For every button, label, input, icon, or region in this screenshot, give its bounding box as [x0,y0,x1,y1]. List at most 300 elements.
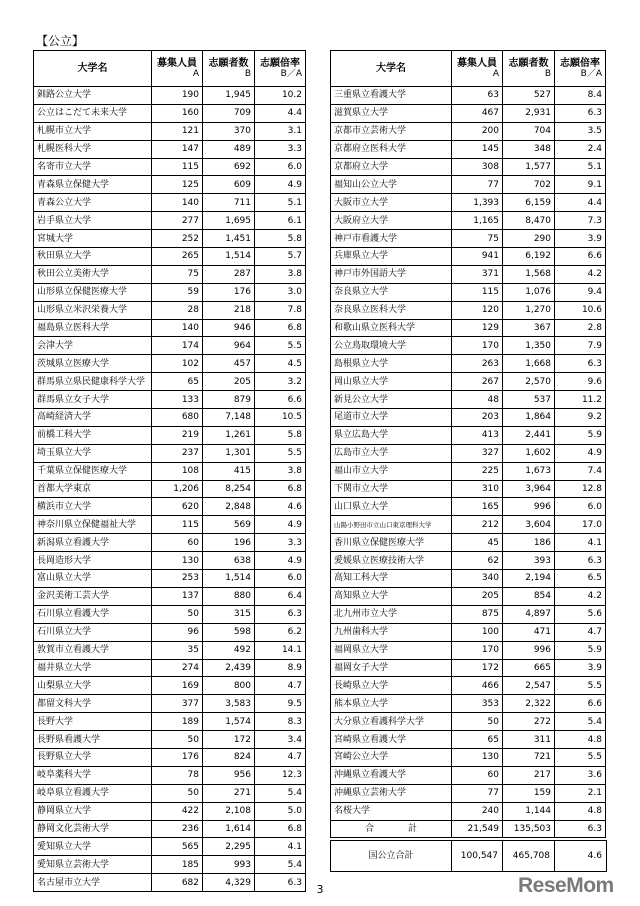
applications-cell: 6,159 [503,194,555,212]
ratio-cell: 6.6 [555,695,606,713]
table-row [331,373,606,391]
capacity-cell: 413 [452,426,503,444]
table-row [331,480,606,498]
capacity-cell: 308 [452,158,503,176]
applications-cell: 1,945 [203,87,255,105]
table-row [34,426,306,444]
applications-cell: 348 [503,140,555,158]
table-row [34,498,306,516]
capacity-cell: 170 [452,641,503,659]
university-name: 青森県立保健大学 [34,176,152,194]
university-name: 石川県立大学 [34,623,152,641]
university-name: 大分県立看護科学大学 [331,713,452,731]
applications-cell: 489 [203,140,255,158]
university-name: 京都府立大学 [331,158,452,176]
table-row [331,552,606,570]
university-name: 山形県立保健医療大学 [34,283,152,301]
capacity-cell: 147 [152,140,203,158]
ratio-cell: 4.7 [255,677,306,695]
capacity-cell: 130 [152,552,203,570]
applications-cell: 704 [503,122,555,140]
university-name: 尾道市立大学 [331,409,452,427]
applications-cell: 492 [203,641,255,659]
applications-cell: 996 [503,641,555,659]
applications-cell: 692 [203,158,255,176]
capacity-cell: 96 [152,623,203,641]
university-name: 公立はこだて未来大学 [34,104,152,122]
ratio-cell: 4.9 [255,516,306,534]
university-name: 長野県看護大学 [34,731,152,749]
ratio-cell: 4.9 [255,176,306,194]
ratio-cell: 4.7 [255,748,306,766]
applications-cell: 1,270 [503,301,555,319]
ratio-cell: 4.9 [555,444,606,462]
university-name: 山口県立大学 [331,498,452,516]
table-row [331,87,606,105]
applications-cell: 1,568 [503,265,555,283]
applications-cell: 287 [203,265,255,283]
applications-cell: 271 [203,784,255,802]
applications-cell: 217 [503,766,555,784]
table-row [331,498,606,516]
university-name: 札幌医科大学 [34,140,152,158]
applications-cell: 598 [203,623,255,641]
table-row [331,426,606,444]
applications-cell: 186 [503,534,555,552]
university-name: 敦賀市立看護大学 [34,641,152,659]
table-row [34,766,306,784]
public-university-table-right [330,50,606,838]
table-row [331,802,606,820]
applications-cell: 315 [203,605,255,623]
ratio-cell: 3.4 [255,731,306,749]
university-name: 名古屋市立大学 [34,874,152,892]
capacity-cell: 133 [152,391,203,409]
total-label: 合 計 [331,820,452,838]
table-row [331,337,606,355]
capacity-cell: 176 [152,748,203,766]
ratio-cell: 6.6 [255,391,306,409]
applications-cell: 609 [203,176,255,194]
applications-cell: 638 [203,552,255,570]
applications-cell: 205 [203,373,255,391]
col-header-name: 大学名 [331,51,452,87]
applications-cell: 4,897 [503,605,555,623]
ratio-cell: 4.8 [555,731,606,749]
table-row [34,122,306,140]
university-name: 青森公立大学 [34,194,152,212]
university-name: 新潟県立看護大学 [34,534,152,552]
university-name: 長野大学 [34,713,152,731]
university-name: 兵庫県立大学 [331,248,452,266]
ratio-cell: 2.4 [555,140,606,158]
capacity-cell: 62 [452,552,503,570]
applications-cell: 457 [203,355,255,373]
university-name: 高知県立大学 [331,587,452,605]
university-name: 富山県立大学 [34,570,152,588]
table-row [34,695,306,713]
university-name: 横浜市立大学 [34,498,152,516]
ratio-cell: 6.1 [255,212,306,230]
applications-cell: 2,441 [503,426,555,444]
capacity-cell: 466 [452,677,503,695]
ratio-cell: 2.8 [555,319,606,337]
capacity-cell: 129 [452,319,503,337]
applications-cell: 1,577 [503,158,555,176]
capacity-cell: 174 [152,337,203,355]
capacity-cell: 377 [152,695,203,713]
university-name: 大阪市立大学 [331,194,452,212]
applications-cell: 2,295 [203,838,255,856]
applications-cell: 880 [203,587,255,605]
ratio-cell: 5.9 [555,641,606,659]
table-row [34,534,306,552]
table-row [34,641,306,659]
applications-cell: 218 [203,301,255,319]
university-name: 京都府立医科大学 [331,140,452,158]
university-name: 新見公立大学 [331,391,452,409]
university-name: 宮城大学 [34,230,152,248]
applications-cell: 415 [203,462,255,480]
ratio-cell: 6.3 [555,104,606,122]
capacity-cell: 205 [452,587,503,605]
ratio-cell: 5.7 [255,248,306,266]
table-row [331,677,606,695]
table-row [34,570,306,588]
applications-cell: 3,604 [503,516,555,534]
ratio-cell: 9.6 [555,373,606,391]
applications-cell: 2,570 [503,373,555,391]
ratio-cell: 6.6 [555,248,606,266]
ratio-cell: 6.0 [555,498,606,516]
applications-cell: 1,673 [503,462,555,480]
ratio-cell: 5.4 [255,784,306,802]
table-row [331,784,606,802]
table-row [331,748,606,766]
applications-cell: 1,574 [203,713,255,731]
capacity-cell: 63 [452,87,503,105]
ratio-cell: 5.8 [255,426,306,444]
table-row [34,319,306,337]
ratio-cell: 8.3 [255,713,306,731]
applications-cell: 370 [203,122,255,140]
table-row [34,373,306,391]
table-row [34,283,306,301]
ratio-cell: 4.2 [555,265,606,283]
ratio-cell: 3.3 [255,140,306,158]
table-row [331,355,606,373]
capacity-cell: 263 [452,355,503,373]
table-row [34,552,306,570]
university-name: 群馬県立県民健康科学大学 [34,373,152,391]
applications-cell: 1,144 [503,802,555,820]
table-row [34,176,306,194]
university-name: 沖縄県立芸術大学 [331,784,452,802]
ratio-cell: 12.8 [555,480,606,498]
university-name: 公立鳥取環境大学 [331,337,452,355]
grand-total-applications: 465,708 [503,841,555,871]
university-name: 沖縄県立看護大学 [331,766,452,784]
ratio-cell: 3.9 [555,230,606,248]
applications-cell: 8,254 [203,480,255,498]
capacity-cell: 190 [152,87,203,105]
capacity-cell: 172 [452,659,503,677]
ratio-cell: 3.8 [255,462,306,480]
applications-cell: 721 [503,748,555,766]
applications-cell: 1,451 [203,230,255,248]
ratio-cell: 4.4 [555,194,606,212]
applications-cell: 172 [203,731,255,749]
table-row [331,248,606,266]
capacity-cell: 240 [452,802,503,820]
applications-cell: 2,848 [203,498,255,516]
table-row [331,122,606,140]
table-row [331,230,606,248]
university-name: 愛知県立大学 [34,838,152,856]
university-name: 静岡文化芸術大学 [34,820,152,838]
ratio-cell: 11.2 [555,391,606,409]
table-row [331,462,606,480]
capacity-cell: 185 [152,856,203,874]
table-row [331,623,606,641]
ratio-cell: 10.5 [255,409,306,427]
applications-cell: 4,329 [203,874,255,892]
table-row [331,731,606,749]
table-row [34,265,306,283]
university-name: 和歌山県立医科大学 [331,319,452,337]
university-name: 山梨県立大学 [34,677,152,695]
ratio-cell: 3.0 [255,283,306,301]
table-row [34,820,306,838]
applications-cell: 272 [503,713,555,731]
capacity-cell: 140 [152,194,203,212]
university-name: 福岡女子大学 [331,659,452,677]
capacity-cell: 65 [152,373,203,391]
ratio-cell: 4.7 [555,623,606,641]
total-applications: 135,503 [503,820,555,838]
ratio-cell: 3.6 [555,766,606,784]
capacity-cell: 422 [152,802,203,820]
capacity-cell: 108 [152,462,203,480]
table-row [331,265,606,283]
table-row [34,623,306,641]
applications-cell: 854 [503,587,555,605]
applications-cell: 1,602 [503,444,555,462]
university-name: 名寄市立大学 [34,158,152,176]
table-row [34,301,306,319]
capacity-cell: 620 [152,498,203,516]
ratio-cell: 7.9 [555,337,606,355]
ratio-cell: 5.5 [555,748,606,766]
capacity-cell: 277 [152,212,203,230]
applications-cell: 7,148 [203,409,255,427]
applications-cell: 1,261 [203,426,255,444]
applications-cell: 1,301 [203,444,255,462]
capacity-cell: 100 [452,623,503,641]
table-row [331,444,606,462]
capacity-cell: 77 [452,784,503,802]
table-header [34,51,306,87]
applications-cell: 1,614 [203,820,255,838]
table-row [34,355,306,373]
ratio-cell: 7.4 [555,462,606,480]
capacity-cell: 48 [452,391,503,409]
ratio-cell: 5.5 [555,677,606,695]
university-name: 秋田公立美術大学 [34,265,152,283]
capacity-cell: 941 [452,248,503,266]
capacity-cell: 875 [452,605,503,623]
capacity-cell: 682 [152,874,203,892]
col-header-capacity: 募集人員 A [452,51,503,87]
ratio-cell: 14.1 [255,641,306,659]
university-name: 福山市立大学 [331,462,452,480]
university-name: 奈良県立大学 [331,283,452,301]
capacity-cell: 145 [452,140,503,158]
capacity-cell: 252 [152,230,203,248]
applications-cell: 1,695 [203,212,255,230]
ratio-cell: 12.3 [255,766,306,784]
university-name: 都留文科大学 [34,695,152,713]
ratio-cell: 6.5 [555,570,606,588]
university-name: 福井県立大学 [34,659,152,677]
capacity-cell: 189 [152,713,203,731]
applications-cell: 946 [203,319,255,337]
table-row [331,140,606,158]
capacity-cell: 274 [152,659,203,677]
ratio-cell: 5.0 [255,802,306,820]
ratio-cell: 6.0 [255,158,306,176]
capacity-cell: 102 [152,355,203,373]
ratio-cell: 5.6 [555,605,606,623]
ratio-cell: 9.2 [555,409,606,427]
capacity-cell: 45 [452,534,503,552]
ratio-cell: 5.1 [555,158,606,176]
table-row [34,587,306,605]
ratio-cell: 7.3 [555,212,606,230]
capacity-cell: 340 [452,570,503,588]
university-name: 埼玉県立大学 [34,444,152,462]
table-row [331,766,606,784]
applications-cell: 569 [203,516,255,534]
ratio-cell: 6.4 [255,587,306,605]
university-name: 岩手県立大学 [34,212,152,230]
ratio-cell: 6.3 [555,552,606,570]
applications-cell: 711 [203,194,255,212]
table-row [34,659,306,677]
capacity-cell: 60 [152,534,203,552]
table-row [34,748,306,766]
ratio-cell: 5.8 [255,230,306,248]
applications-cell: 2,322 [503,695,555,713]
capacity-cell: 115 [152,516,203,534]
ratio-cell: 3.5 [555,122,606,140]
university-name: 首都大学東京 [34,480,152,498]
applications-cell: 993 [203,856,255,874]
applications-cell: 800 [203,677,255,695]
applications-cell: 2,547 [503,677,555,695]
capacity-cell: 371 [452,265,503,283]
applications-cell: 159 [503,784,555,802]
applications-cell: 1,514 [203,248,255,266]
ratio-cell: 6.2 [255,623,306,641]
university-name: 金沢美術工芸大学 [34,587,152,605]
table-row [331,659,606,677]
applications-cell: 311 [503,731,555,749]
ratio-cell: 6.8 [255,319,306,337]
ratio-cell: 3.9 [555,659,606,677]
col-header-applications: 志願者数 B [503,51,555,87]
university-name: 山形県立米沢栄養大学 [34,301,152,319]
capacity-cell: 219 [152,426,203,444]
table-row [34,87,306,105]
applications-cell: 290 [503,230,555,248]
ratio-cell: 5.5 [255,337,306,355]
table-row [331,194,606,212]
capacity-cell: 353 [452,695,503,713]
applications-cell: 2,931 [503,104,555,122]
capacity-cell: 680 [152,409,203,427]
applications-cell: 702 [503,176,555,194]
table-row [34,784,306,802]
university-name: 大阪府立大学 [331,212,452,230]
capacity-cell: 120 [452,301,503,319]
table-row [34,409,306,427]
ratio-cell: 4.1 [255,838,306,856]
university-name: 札幌市立大学 [34,122,152,140]
capacity-cell: 130 [452,748,503,766]
university-name: 茨城県立医療大学 [34,355,152,373]
university-name: 九州歯科大学 [331,623,452,641]
university-name: 京都市立芸術大学 [331,122,452,140]
university-name: 奈良県立医科大学 [331,301,452,319]
col-header-capacity: 募集人員 A [152,51,203,87]
col-header-applications: 志願者数 B [203,51,255,87]
applications-cell: 1,514 [203,570,255,588]
university-name: 長岡造形大学 [34,552,152,570]
table-row [331,319,606,337]
table-row [34,104,306,122]
university-name: 宮崎公立大学 [331,748,452,766]
public-university-table-left [33,50,306,892]
capacity-cell: 59 [152,283,203,301]
ratio-cell: 6.3 [255,874,306,892]
table-row [34,444,306,462]
capacity-cell: 50 [452,713,503,731]
capacity-cell: 35 [152,641,203,659]
capacity-cell: 137 [152,587,203,605]
table-row [34,731,306,749]
ratio-cell: 4.4 [255,104,306,122]
col-header-name: 大学名 [34,51,152,87]
university-name: 千葉県立保健医療大学 [34,462,152,480]
ratio-cell: 6.0 [255,570,306,588]
table-row [331,713,606,731]
capacity-cell: 237 [152,444,203,462]
grand-total-label: 国公立合計 [331,841,452,871]
capacity-cell: 265 [152,248,203,266]
table-row [34,248,306,266]
capacity-cell: 28 [152,301,203,319]
applications-cell: 8,470 [503,212,555,230]
table-row [34,230,306,248]
col-header-ratio: 志願倍率 B／A [555,51,606,87]
table-row [331,587,606,605]
table-row [34,212,306,230]
table-row [331,104,606,122]
capacity-cell: 310 [452,480,503,498]
grand-total-box [330,840,607,872]
table-row [34,194,306,212]
